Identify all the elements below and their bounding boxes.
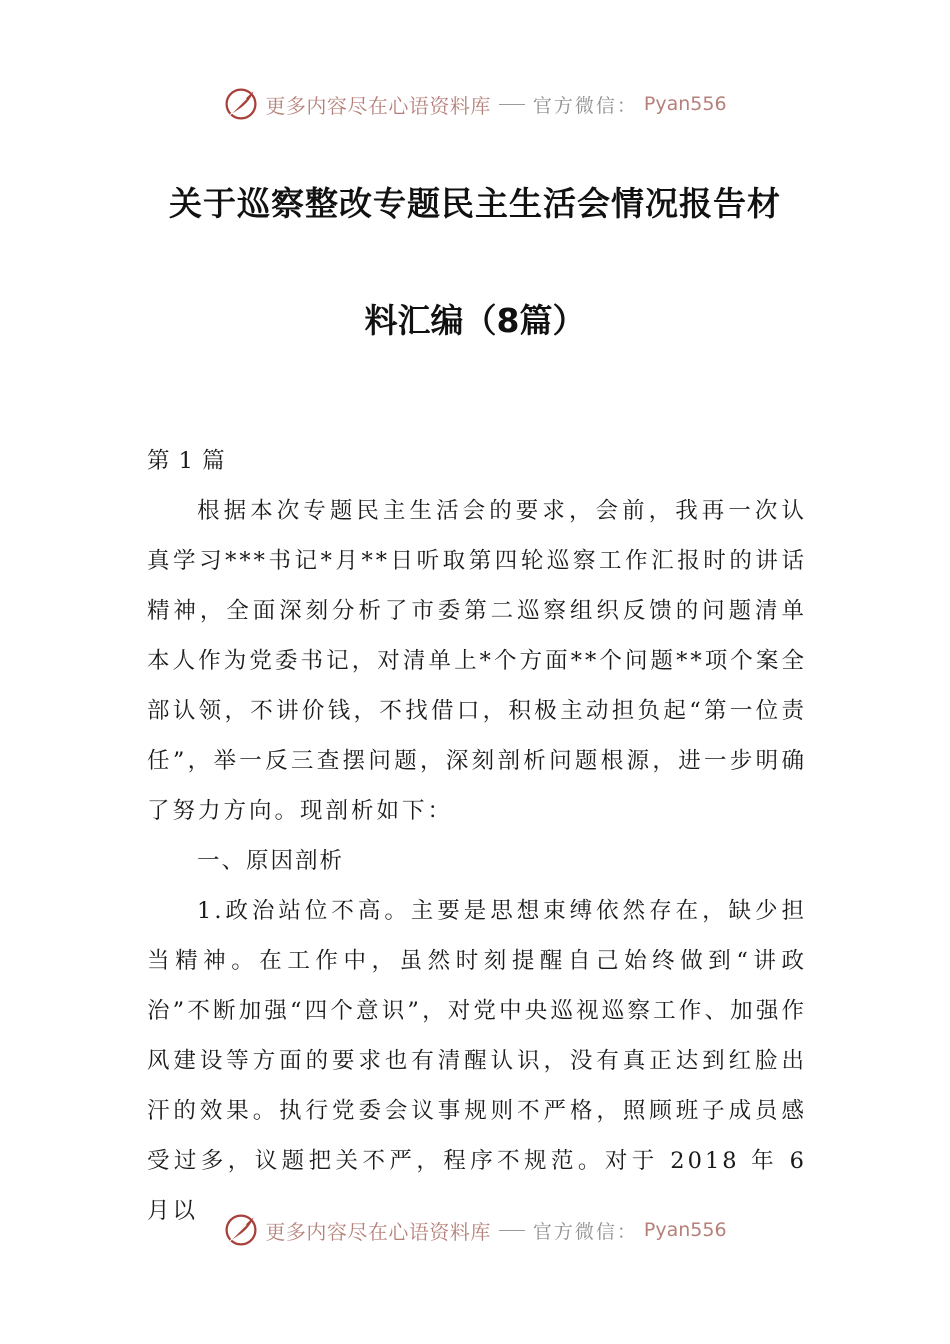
feather-logo-icon [223, 1212, 259, 1248]
watermark-wechat-label: 官方微信： [532, 1220, 638, 1243]
section-label: 第 1 篇 [147, 448, 226, 474]
document-title-line-1: 关于巡察整改专题民主生活会情况报告材 [169, 184, 781, 223]
section-heading: 一、原因剖析 [197, 848, 345, 874]
watermark-separator [499, 1230, 525, 1231]
watermark-separator [499, 104, 525, 105]
article-body [147, 436, 807, 1236]
header-watermark-banner [0, 82, 950, 126]
feather-logo-icon [223, 86, 259, 122]
body-paragraph: 1.政治站位不高。主要是思想束缚依然存在，缺少担当精神。在工作中，虽然时刻提醒自己始终做到“讲政治”不断加强“四个意识”，对党中央巡视巡察工作、加强作风建设等方面的要求也有清醒认识，没有真正达到红脸出汗的效果。执行党委会议事规则不严格，照顾班子成员感受过多，议题把关不严，程序不规范。对于 2018 年 6 月以 [147, 898, 807, 1224]
watermark-text: 更多内容尽在心语资料库 [265, 93, 491, 118]
watermark-wechat-id: Pyan556 [643, 93, 727, 115]
footer-watermark-banner [0, 1208, 950, 1252]
intro-paragraph: 根据本次专题民主生活会的要求，会前，我再一次认真学习***书记*月**日听取第四轮巡察工作汇报时的讲话精神，全面深刻分析了市委第二巡察组织反馈的问题清单本人作为党委书记，对清单上*个方面**个问题**项个案全部认领，不讲价钱，不找借口，积极主动担负起“第一位责任”，举一反三查摆问题，深刻剖析问题根源，进一步明确了努力方向。现剖析如下： [147, 498, 807, 824]
watermark-wechat-label: 官方微信： [532, 94, 638, 117]
document-title-line-2: 料汇编（8篇） [364, 301, 586, 340]
watermark-wechat-id: Pyan556 [643, 1219, 727, 1241]
watermark-text: 更多内容尽在心语资料库 [265, 1219, 491, 1244]
